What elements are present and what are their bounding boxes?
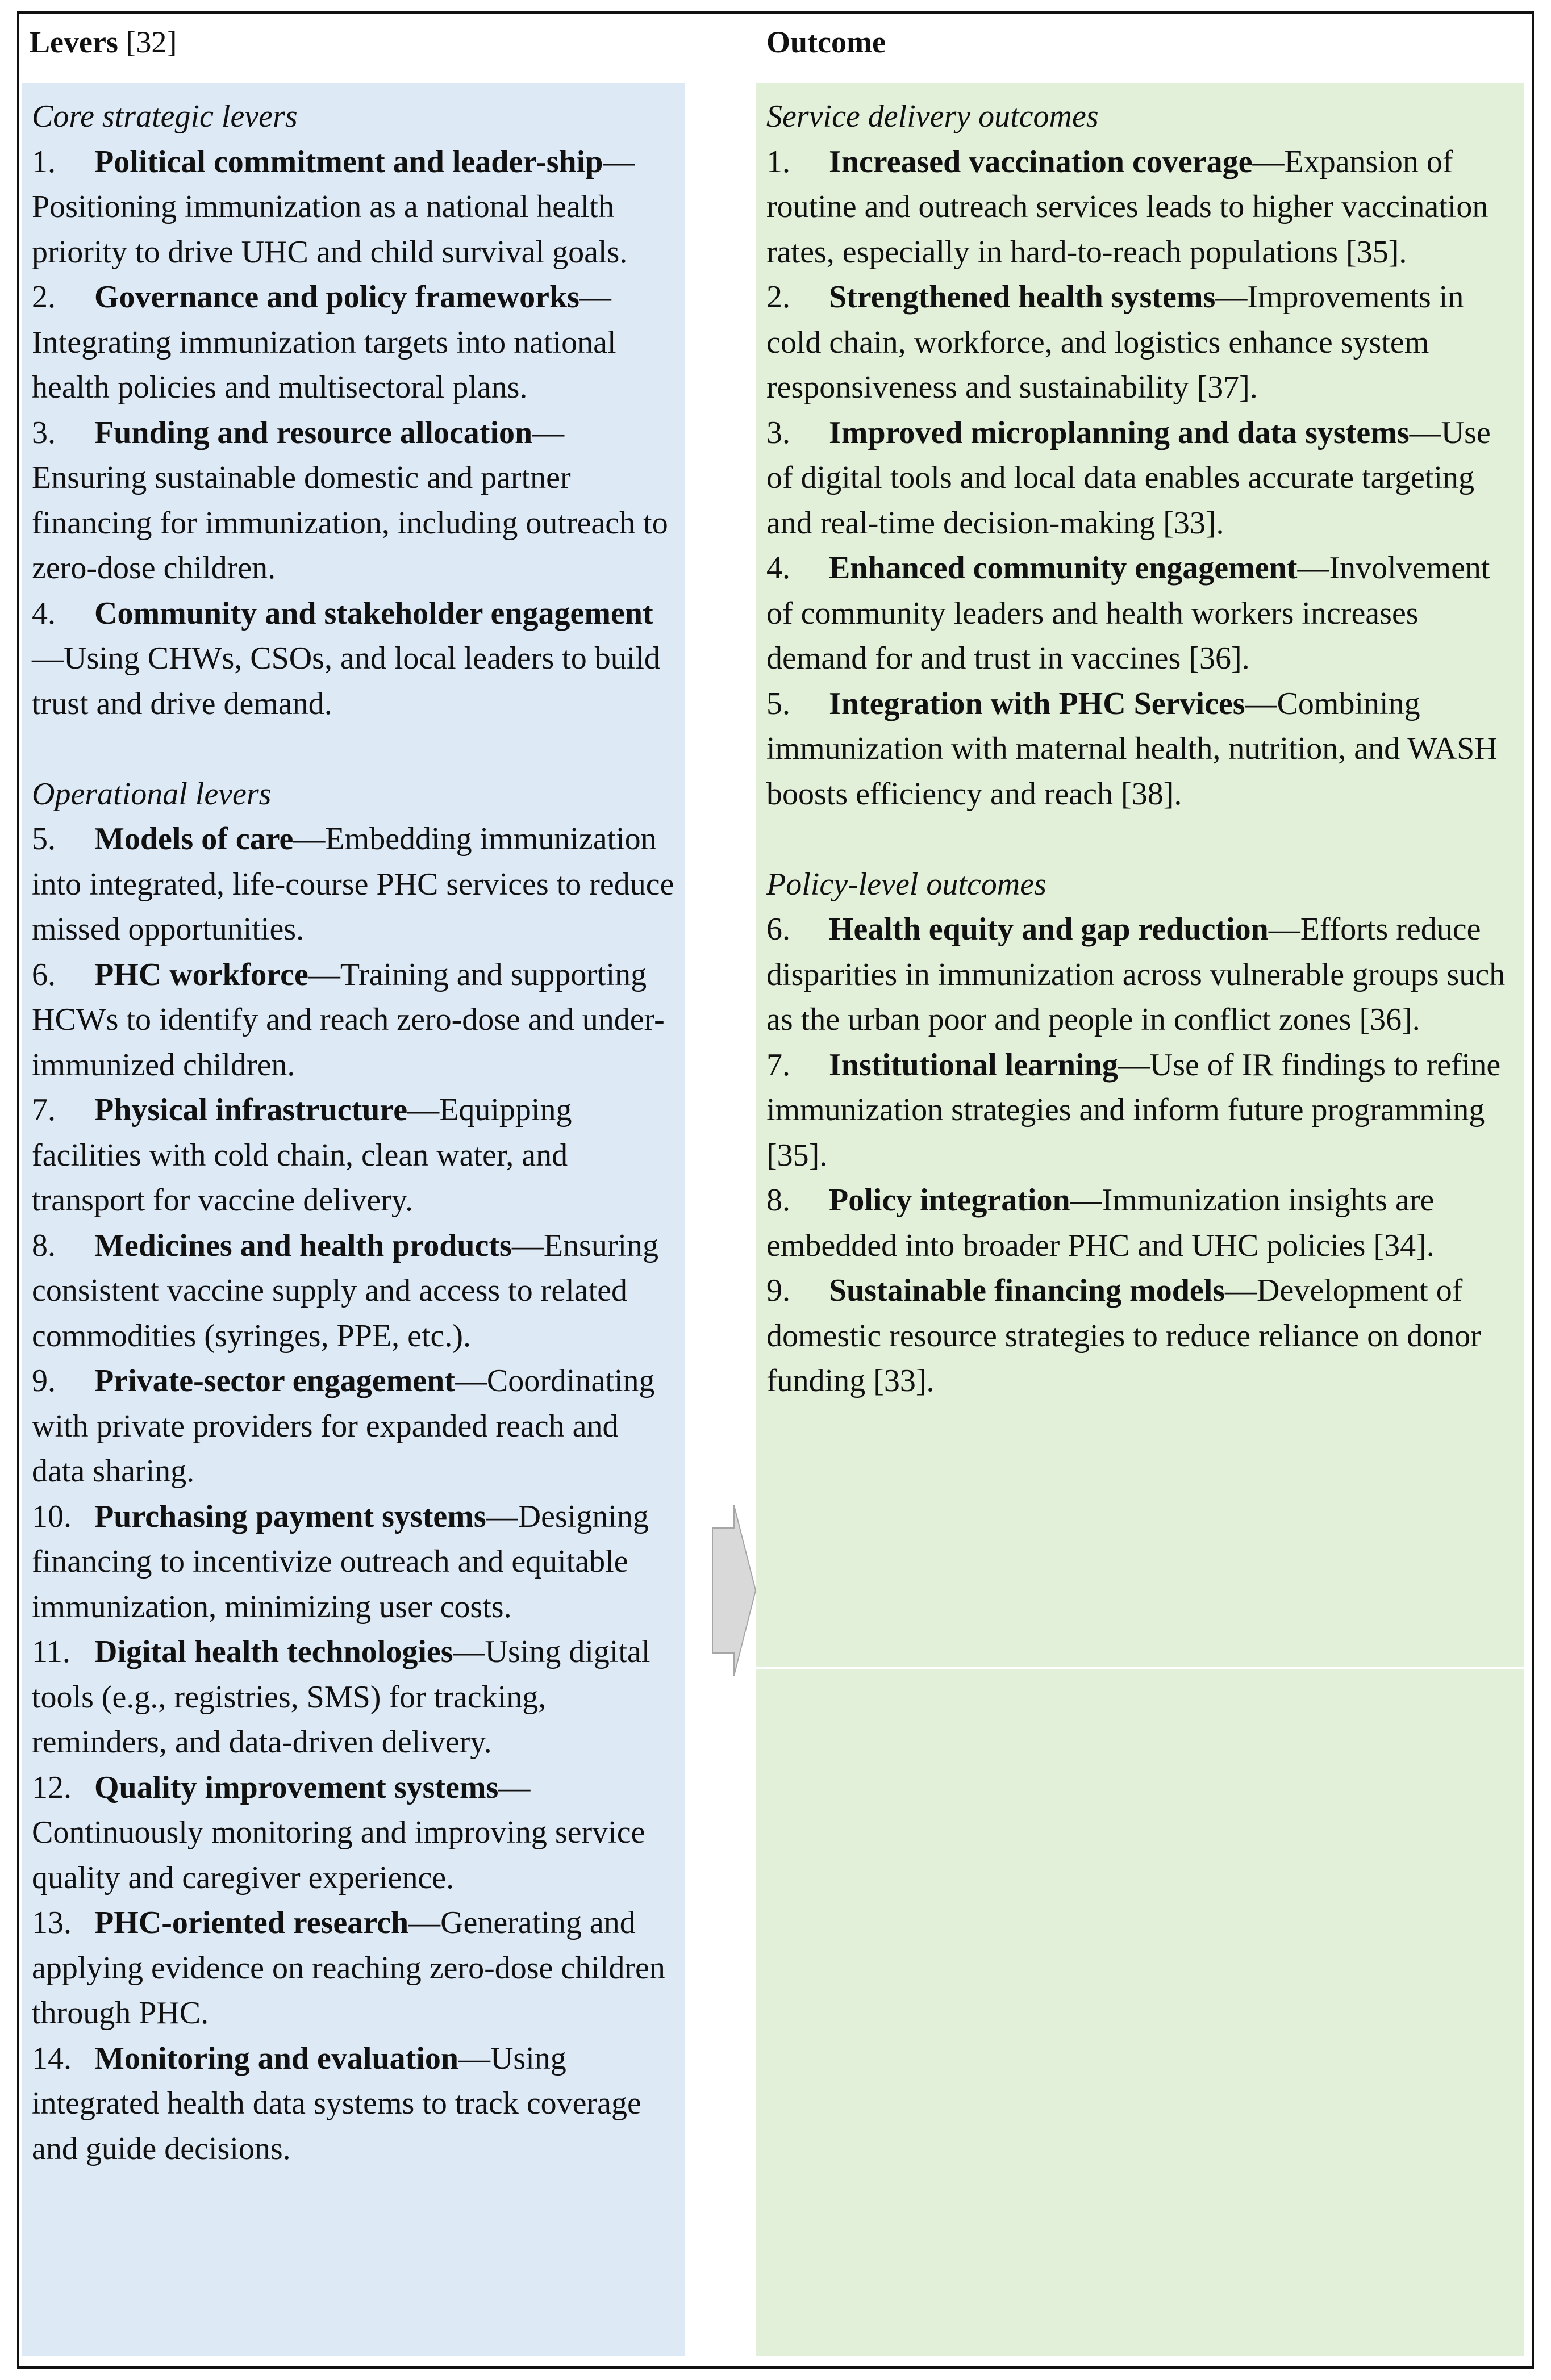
item-description: —Training and supporting HCWs to identify and reach zero-dose and under-immunized children. <box>32 957 665 1083</box>
item-title: Funding and resource allocation <box>94 415 533 450</box>
policy-outcomes-list <box>766 907 1521 1404</box>
core-levers-list <box>32 140 674 727</box>
item-description: —Improvements in cold chain, workforce, and logistics enhance system responsiveness and sustainability [37]. <box>766 279 1464 405</box>
item-number: 12. <box>32 1769 72 1805</box>
item-title: Governance and policy frameworks <box>94 279 579 315</box>
list-item <box>32 1630 674 1765</box>
item-title: PHC-oriented research <box>94 1905 409 1940</box>
item-description: —Using digital tools (e.g., registries, SMS) for tracking, reminders, and data-driven delivery. <box>32 1634 651 1760</box>
item-number: 3. <box>766 415 790 450</box>
item-description: —Designing financing to incentivize outreach and equitable immunization, minimizing user costs. <box>32 1498 649 1625</box>
list-item <box>32 953 674 1088</box>
item-description: —Use of IR findings to refine immunization strategies and inform future programming [35]. <box>766 1047 1501 1173</box>
item-title: Digital health technologies <box>94 1634 453 1669</box>
item-number: 8. <box>766 1183 790 1218</box>
item-title: Physical infrastructure <box>94 1092 408 1128</box>
item-description: —Coordinating with private providers for expanded reach and data sharing. <box>32 1363 655 1489</box>
item-number: 1. <box>766 144 790 179</box>
item-number: 11. <box>32 1634 70 1669</box>
item-number: 4. <box>32 595 56 631</box>
item-number: 4. <box>766 550 790 586</box>
item-number: 5. <box>32 821 56 857</box>
levers-header: Levers [32] <box>30 25 177 59</box>
item-description: —Positioning immunization as a national health priority to drive UHC and child survival goals. <box>32 144 635 270</box>
item-description: —Involvement of community leaders and health workers increases demand for and trust in vaccines [36]. <box>766 550 1490 676</box>
list-item <box>32 275 674 411</box>
operational-levers-title: Operational levers <box>32 776 272 812</box>
item-title: Enhanced community engagement <box>829 550 1298 586</box>
item-description: —Using integrated health data systems to track coverage and guide decisions. <box>32 2040 641 2166</box>
item-number: 14. <box>32 2040 72 2076</box>
list-item <box>32 1224 674 1359</box>
list-item <box>32 1494 674 1630</box>
item-description: —Development of domestic resource strategies to reduce reliance on donor funding [33]. <box>766 1273 1481 1398</box>
item-description: —Combining immunization with maternal health, nutrition, and WASH boosts efficiency and reach [38]. <box>766 686 1498 812</box>
item-title: Quality improvement systems <box>94 1769 499 1805</box>
list-item <box>766 546 1521 682</box>
item-title: Private-sector engagement <box>94 1363 455 1398</box>
item-description: —Immunization insights are embedded into broader PHC and UHC policies [34]. <box>766 1183 1435 1263</box>
item-description: —Ensuring consistent vaccine supply and access to related commodities (syringes, PPE, etc.). <box>32 1227 659 1354</box>
list-item <box>32 1765 674 1901</box>
list-item <box>766 1268 1521 1404</box>
item-number: 2. <box>766 279 790 315</box>
item-description: —Efforts reduce disparities in immunization across vulnerable groups such as the urban poor and people in conflict zones [36]. <box>766 912 1506 1037</box>
item-description: —Expansion of routine and outreach services leads to higher vaccination rates, especially in hard-to-reach populations [35]. <box>766 144 1489 270</box>
item-title: Medicines and health products <box>94 1227 512 1263</box>
item-title: Political commitment and leader-ship <box>94 144 603 179</box>
item-title: Health equity and gap reduction <box>829 912 1269 947</box>
item-title: Strengthened health systems <box>829 279 1216 315</box>
levers-panel <box>22 83 685 2356</box>
list-item <box>32 2036 674 2172</box>
item-title: Improved microplanning and data systems <box>829 415 1410 450</box>
item-number: 7. <box>766 1047 790 1083</box>
list-item <box>32 140 674 275</box>
service-outcomes-list <box>766 140 1521 817</box>
item-description: —Using CHWs, CSOs, and local leaders to build trust and drive demand. <box>32 641 660 721</box>
list-item <box>32 1901 674 2036</box>
item-title: Sustainable financing models <box>829 1273 1225 1308</box>
list-item <box>32 591 674 727</box>
list-item <box>766 411 1521 546</box>
operational-levers-list <box>32 817 674 2172</box>
item-description: —Equipping facilities with cold chain, clean water, and transport for vaccine delivery. <box>32 1092 572 1218</box>
list-item <box>766 140 1521 275</box>
item-number: 1. <box>32 144 56 179</box>
policy-outcomes-title: Policy-level outcomes <box>766 866 1046 902</box>
item-number: 2. <box>32 279 56 315</box>
item-number: 10. <box>32 1498 72 1534</box>
item-description: —Integrating immunization targets into national health policies and multisectoral plans. <box>32 279 616 405</box>
arrow-right-icon <box>711 1505 757 1676</box>
item-number: 9. <box>32 1363 56 1398</box>
item-description: —Ensuring sustainable domestic and partner financing for immunization, including outreach to zero-dose children. <box>32 415 668 586</box>
item-description: —Generating and applying evidence on reaching zero-dose children through PHC. <box>32 1905 665 2031</box>
item-number: 6. <box>766 912 790 947</box>
item-title: Integration with PHC Services <box>829 686 1245 721</box>
list-item <box>32 411 674 591</box>
item-description: —Embedding immunization into integrated, life-course PHC services to reduce missed opportunities. <box>32 821 674 947</box>
list-item <box>766 1043 1521 1179</box>
list-item <box>766 907 1521 1043</box>
item-title: Models of care <box>94 821 294 857</box>
list-item <box>32 817 674 953</box>
list-item <box>32 1359 674 1494</box>
item-title: Purchasing payment systems <box>94 1498 486 1534</box>
list-item <box>32 1088 674 1224</box>
item-title: Policy integration <box>829 1183 1070 1218</box>
item-number: 13. <box>32 1905 72 1940</box>
item-title: Community and stakeholder engagement <box>94 595 653 631</box>
item-number: 6. <box>32 957 56 992</box>
item-number: 7. <box>32 1092 56 1128</box>
item-description: —Use of digital tools and local data enables accurate targeting and real-time decision-making [33]. <box>766 415 1491 541</box>
item-number: 3. <box>32 415 56 450</box>
outcome-panel <box>756 83 1524 2356</box>
outcome-header: Outcome <box>766 25 886 59</box>
item-title: Monitoring and evaluation <box>94 2040 458 2076</box>
item-number: 9. <box>766 1273 790 1308</box>
list-item <box>766 275 1521 411</box>
item-number: 8. <box>32 1227 56 1263</box>
item-number: 5. <box>766 686 790 721</box>
service-outcomes-title: Service delivery outcomes <box>766 99 1099 134</box>
item-title: PHC workforce <box>94 957 308 992</box>
item-title: Institutional learning <box>829 1047 1118 1083</box>
core-levers-title: Core strategic levers <box>32 99 298 134</box>
item-title: Increased vaccination coverage <box>829 144 1253 179</box>
list-item <box>766 1178 1521 1268</box>
item-description: —Continuously monitoring and improving service quality and caregiver experience. <box>32 1769 645 1895</box>
list-item <box>766 682 1521 817</box>
